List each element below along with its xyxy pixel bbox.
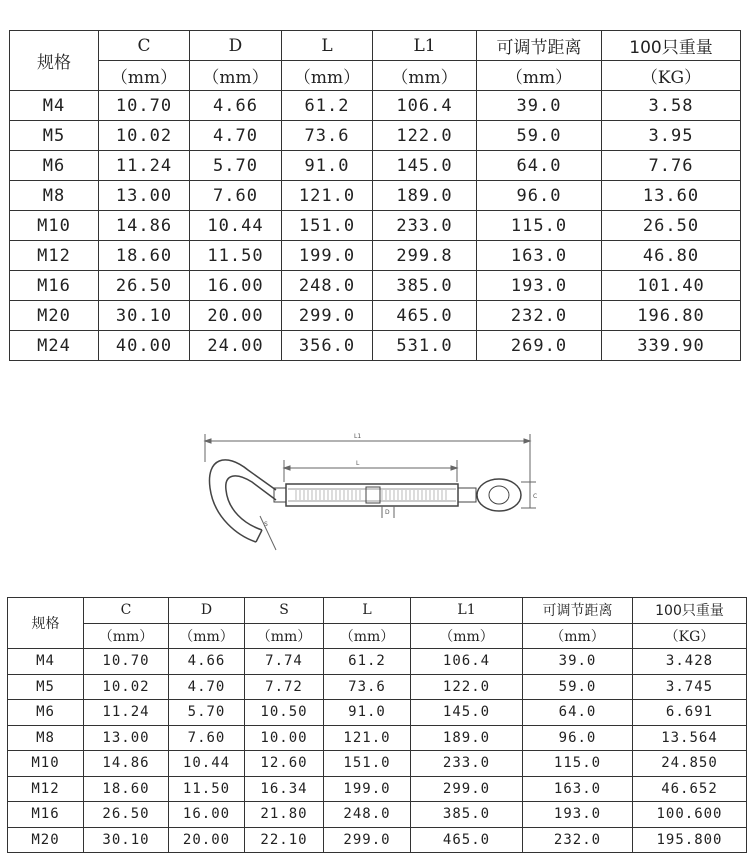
value-cell: 96.0 xyxy=(477,181,602,211)
value-cell: 46.80 xyxy=(602,241,741,271)
header-cell: L1 xyxy=(373,31,477,61)
value-cell: 14.86 xyxy=(99,211,190,241)
table-row xyxy=(8,725,747,751)
value-cell: 20.00 xyxy=(190,301,282,331)
table-row xyxy=(10,91,741,121)
value-cell: 10.00 xyxy=(245,725,324,751)
value-cell: 59.0 xyxy=(523,674,633,700)
value-cell: 24.00 xyxy=(190,331,282,361)
value-cell: 163.0 xyxy=(477,241,602,271)
unit-cell: （KG） xyxy=(633,623,747,649)
value-cell: 91.0 xyxy=(282,151,373,181)
value-cell: 7.72 xyxy=(245,674,324,700)
value-cell: 7.76 xyxy=(602,151,741,181)
unit-cell: （mm） xyxy=(411,623,523,649)
value-cell: 3.95 xyxy=(602,121,741,151)
value-cell: 10.02 xyxy=(99,121,190,151)
unit-cell: （mm） xyxy=(84,623,169,649)
value-cell: 10.70 xyxy=(99,91,190,121)
value-cell: 339.90 xyxy=(602,331,741,361)
value-cell: 73.6 xyxy=(324,674,411,700)
value-cell: 151.0 xyxy=(324,751,411,777)
header-cell: D xyxy=(169,598,245,624)
header-cell: C xyxy=(84,598,169,624)
header-cell: 可调节距离 xyxy=(523,598,633,624)
value-cell: 11.24 xyxy=(84,700,169,726)
value-cell: 4.70 xyxy=(169,674,245,700)
value-cell: 199.0 xyxy=(324,776,411,802)
value-cell: 465.0 xyxy=(411,827,523,853)
unit-cell: （KG） xyxy=(602,61,741,91)
value-cell: 299.0 xyxy=(324,827,411,853)
value-cell: 385.0 xyxy=(411,802,523,828)
header-cell: 可调节距离 xyxy=(477,31,602,61)
value-cell: 121.0 xyxy=(282,181,373,211)
value-cell: 248.0 xyxy=(324,802,411,828)
value-cell: 3.428 xyxy=(633,649,747,675)
value-cell: 73.6 xyxy=(282,121,373,151)
value-cell: 61.2 xyxy=(282,91,373,121)
unit-cell: （mm） xyxy=(169,623,245,649)
value-cell: 7.60 xyxy=(169,725,245,751)
value-cell: 196.80 xyxy=(602,301,741,331)
table-row xyxy=(10,211,741,241)
spec-cell: M12 xyxy=(8,776,84,802)
unit-cell: （mm） xyxy=(523,623,633,649)
value-cell: 21.80 xyxy=(245,802,324,828)
value-cell: 115.0 xyxy=(477,211,602,241)
value-cell: 122.0 xyxy=(373,121,477,151)
value-cell: 189.0 xyxy=(373,181,477,211)
value-cell: 26.50 xyxy=(99,271,190,301)
value-cell: 193.0 xyxy=(523,802,633,828)
value-cell: 4.66 xyxy=(190,91,282,121)
value-cell: 10.02 xyxy=(84,674,169,700)
header-cell: L1 xyxy=(411,598,523,624)
spec-cell: M5 xyxy=(10,121,99,151)
spec-cell: M8 xyxy=(8,725,84,751)
value-cell: 10.70 xyxy=(84,649,169,675)
dim-label-d: D xyxy=(385,509,390,516)
value-cell: 195.800 xyxy=(633,827,747,853)
value-cell: 121.0 xyxy=(324,725,411,751)
table-row xyxy=(10,151,741,181)
header-spec: 规格 xyxy=(10,31,99,91)
value-cell: 14.86 xyxy=(84,751,169,777)
header-cell: 100只重量 xyxy=(602,31,741,61)
unit-cell: （mm） xyxy=(190,61,282,91)
spec-cell: M8 xyxy=(10,181,99,211)
value-cell: 5.70 xyxy=(190,151,282,181)
table-row xyxy=(8,776,747,802)
spec-cell: M6 xyxy=(8,700,84,726)
value-cell: 13.564 xyxy=(633,725,747,751)
value-cell: 189.0 xyxy=(411,725,523,751)
table-row xyxy=(10,241,741,271)
value-cell: 26.50 xyxy=(602,211,741,241)
table-row xyxy=(8,649,747,675)
value-cell: 531.0 xyxy=(373,331,477,361)
value-cell: 101.40 xyxy=(602,271,741,301)
value-cell: 4.66 xyxy=(169,649,245,675)
value-cell: 39.0 xyxy=(523,649,633,675)
spec-cell: M4 xyxy=(10,91,99,121)
value-cell: 91.0 xyxy=(324,700,411,726)
dim-label-l: L xyxy=(356,460,360,467)
header-cell: S xyxy=(245,598,324,624)
table-row xyxy=(10,271,741,301)
value-cell: 356.0 xyxy=(282,331,373,361)
value-cell: 163.0 xyxy=(523,776,633,802)
value-cell: 10.44 xyxy=(190,211,282,241)
value-cell: 248.0 xyxy=(282,271,373,301)
dim-label-s: S xyxy=(264,521,268,528)
units-row xyxy=(10,61,741,91)
value-cell: 11.50 xyxy=(190,241,282,271)
value-cell: 5.70 xyxy=(169,700,245,726)
value-cell: 233.0 xyxy=(411,751,523,777)
value-cell: 40.00 xyxy=(99,331,190,361)
value-cell: 4.70 xyxy=(190,121,282,151)
value-cell: 100.600 xyxy=(633,802,747,828)
header-cell: 100只重量 xyxy=(633,598,747,624)
spec-cell: M20 xyxy=(8,827,84,853)
header-cell: L xyxy=(324,598,411,624)
spec-cell: M4 xyxy=(8,649,84,675)
value-cell: 18.60 xyxy=(84,776,169,802)
value-cell: 13.00 xyxy=(84,725,169,751)
value-cell: 24.850 xyxy=(633,751,747,777)
spec-table-2 xyxy=(7,597,747,853)
unit-cell: （mm） xyxy=(282,61,373,91)
spec-cell: M10 xyxy=(10,211,99,241)
spec-cell: M16 xyxy=(8,802,84,828)
table-row xyxy=(8,827,747,853)
unit-cell: （mm） xyxy=(99,61,190,91)
value-cell: 6.691 xyxy=(633,700,747,726)
table-row xyxy=(8,751,747,777)
turnbuckle-hook-eye-diagram xyxy=(196,432,548,558)
value-cell: 13.60 xyxy=(602,181,741,211)
header-cell: C xyxy=(99,31,190,61)
header-cell: D xyxy=(190,31,282,61)
value-cell: 151.0 xyxy=(282,211,373,241)
value-cell: 299.8 xyxy=(373,241,477,271)
value-cell: 16.34 xyxy=(245,776,324,802)
value-cell: 233.0 xyxy=(373,211,477,241)
value-cell: 46.652 xyxy=(633,776,747,802)
value-cell: 30.10 xyxy=(99,301,190,331)
unit-cell: （mm） xyxy=(324,623,411,649)
value-cell: 59.0 xyxy=(477,121,602,151)
value-cell: 61.2 xyxy=(324,649,411,675)
value-cell: 64.0 xyxy=(523,700,633,726)
value-cell: 199.0 xyxy=(282,241,373,271)
value-cell: 232.0 xyxy=(477,301,602,331)
value-cell: 11.50 xyxy=(169,776,245,802)
spec-cell: M5 xyxy=(8,674,84,700)
spec-table-1 xyxy=(9,30,741,361)
value-cell: 7.74 xyxy=(245,649,324,675)
value-cell: 122.0 xyxy=(411,674,523,700)
value-cell: 106.4 xyxy=(411,649,523,675)
value-cell: 145.0 xyxy=(411,700,523,726)
value-cell: 10.44 xyxy=(169,751,245,777)
value-cell: 145.0 xyxy=(373,151,477,181)
value-cell: 193.0 xyxy=(477,271,602,301)
value-cell: 26.50 xyxy=(84,802,169,828)
value-cell: 269.0 xyxy=(477,331,602,361)
value-cell: 16.00 xyxy=(190,271,282,301)
value-cell: 115.0 xyxy=(523,751,633,777)
value-cell: 16.00 xyxy=(169,802,245,828)
value-cell: 96.0 xyxy=(523,725,633,751)
value-cell: 465.0 xyxy=(373,301,477,331)
header-spec: 规格 xyxy=(8,598,84,649)
spec-cell: M16 xyxy=(10,271,99,301)
value-cell: 64.0 xyxy=(477,151,602,181)
dim-label-c: C xyxy=(533,493,538,500)
table-row xyxy=(8,674,747,700)
value-cell: 13.00 xyxy=(99,181,190,211)
header-row xyxy=(8,598,747,624)
value-cell: 11.24 xyxy=(99,151,190,181)
value-cell: 18.60 xyxy=(99,241,190,271)
spec-cell: M12 xyxy=(10,241,99,271)
table-row xyxy=(10,121,741,151)
value-cell: 10.50 xyxy=(245,700,324,726)
units-row xyxy=(8,623,747,649)
value-cell: 385.0 xyxy=(373,271,477,301)
value-cell: 299.0 xyxy=(411,776,523,802)
spec-cell: M24 xyxy=(10,331,99,361)
value-cell: 7.60 xyxy=(190,181,282,211)
header-row xyxy=(10,31,741,61)
unit-cell: （mm） xyxy=(477,61,602,91)
value-cell: 106.4 xyxy=(373,91,477,121)
value-cell: 30.10 xyxy=(84,827,169,853)
dim-label-l1: L1 xyxy=(354,433,362,440)
value-cell: 3.58 xyxy=(602,91,741,121)
table-row xyxy=(8,700,747,726)
value-cell: 12.60 xyxy=(245,751,324,777)
value-cell: 3.745 xyxy=(633,674,747,700)
table-row xyxy=(10,301,741,331)
value-cell: 232.0 xyxy=(523,827,633,853)
header-cell: L xyxy=(282,31,373,61)
value-cell: 39.0 xyxy=(477,91,602,121)
value-cell: 20.00 xyxy=(169,827,245,853)
unit-cell: （mm） xyxy=(245,623,324,649)
spec-cell: M10 xyxy=(8,751,84,777)
unit-cell: （mm） xyxy=(373,61,477,91)
value-cell: 22.10 xyxy=(245,827,324,853)
spec-cell: M20 xyxy=(10,301,99,331)
table-row xyxy=(10,181,741,211)
value-cell: 299.0 xyxy=(282,301,373,331)
table-row xyxy=(8,802,747,828)
table-row xyxy=(10,331,741,361)
spec-cell: M6 xyxy=(10,151,99,181)
